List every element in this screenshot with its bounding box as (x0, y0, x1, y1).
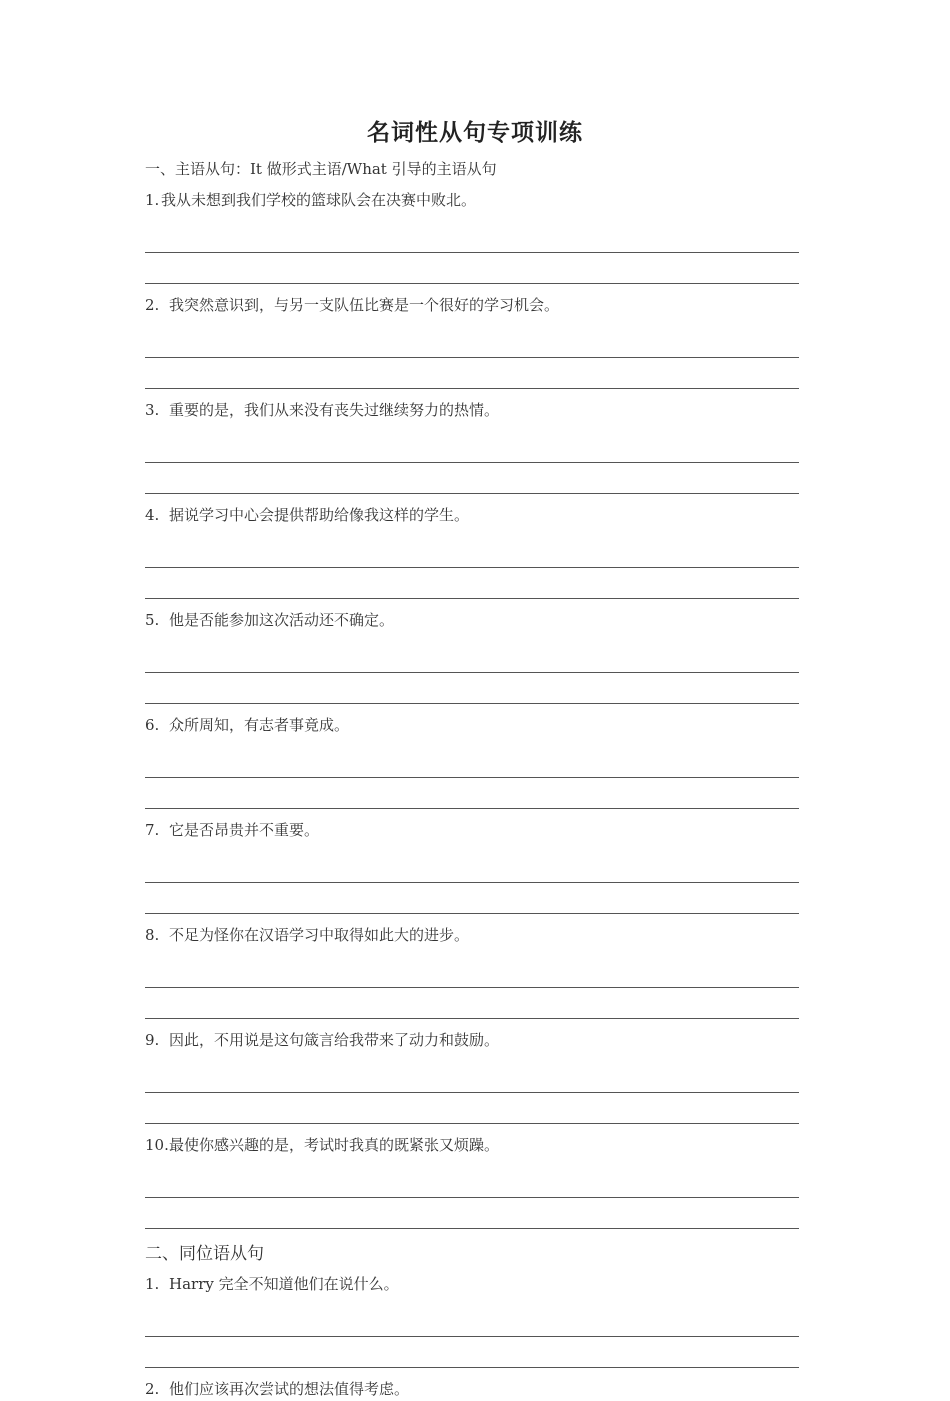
question-text (145, 188, 799, 212)
question-block (145, 398, 799, 494)
answer-line[interactable] (145, 1337, 799, 1368)
question-text (145, 713, 799, 737)
question-prompt: 不足为怪你在汉语学习中取得如此大的进步。 (169, 926, 470, 944)
question-block (145, 1272, 799, 1368)
question-text (145, 1272, 799, 1296)
question-number: 10. (145, 1136, 169, 1154)
question-number: 8. (145, 926, 160, 944)
question-number: 1. (145, 1275, 160, 1293)
answer-line[interactable] (145, 253, 799, 284)
question-prompt: 他们应该再次尝试的想法值得考虑。 (169, 1380, 410, 1398)
answer-line[interactable] (145, 988, 799, 1019)
question-block (145, 503, 799, 599)
question-block (145, 1133, 799, 1229)
question-block (145, 1377, 799, 1401)
question-number: 1. (145, 191, 160, 209)
answer-line[interactable] (145, 317, 799, 358)
question-text (145, 818, 799, 842)
question-prompt: 众所周知，有志者事竟成。 (169, 716, 350, 734)
question-block (145, 608, 799, 704)
question-text (145, 398, 799, 422)
question-text (145, 1028, 799, 1052)
answer-line[interactable] (145, 527, 799, 568)
answer-line[interactable] (145, 737, 799, 778)
answer-line[interactable] (145, 358, 799, 389)
question-block (145, 293, 799, 389)
page-title: 名词性从句专项训练 (367, 119, 583, 146)
question-text (145, 608, 799, 632)
question-text (145, 1133, 799, 1157)
question-number: 7. (145, 821, 160, 839)
question-text (145, 293, 799, 317)
answer-line[interactable] (145, 947, 799, 988)
question-prompt: 最使你感兴趣的是，考试时我真的既紧张又烦躁。 (169, 1136, 500, 1154)
question-number: 3. (145, 401, 160, 419)
question-block (145, 923, 799, 1019)
question-number: 5. (145, 611, 160, 629)
question-prompt: Harry 完全不知道他们在说什么。 (169, 1275, 399, 1293)
question-block (145, 1028, 799, 1124)
question-number: 2. (145, 1380, 160, 1398)
question-prompt: 据说学习中心会提供帮助给像我这样的学生。 (169, 506, 470, 524)
question-number: 9. (145, 1031, 160, 1049)
answer-line[interactable] (145, 673, 799, 704)
answer-line[interactable] (145, 1093, 799, 1124)
question-number: 4. (145, 506, 160, 524)
answer-line[interactable] (145, 842, 799, 883)
question-prompt: 他是否能参加这次活动还不确定。 (169, 611, 395, 629)
answer-line[interactable] (145, 632, 799, 673)
question-number: 2. (145, 296, 160, 314)
question-text (145, 1377, 799, 1401)
answer-line[interactable] (145, 212, 799, 253)
answer-line[interactable] (145, 883, 799, 914)
question-block (145, 818, 799, 914)
answer-line[interactable] (145, 1198, 799, 1229)
question-prompt: 我突然意识到，与另一支队伍比赛是一个很好的学习机会。 (169, 296, 560, 314)
answer-line[interactable] (145, 568, 799, 599)
question-block (145, 188, 799, 284)
question-text (145, 503, 799, 527)
section-heading-subject-clause: 一、主语从句：It 做形式主语/What 引导的主语从句 (145, 160, 497, 178)
answer-line[interactable] (145, 463, 799, 494)
question-number: 6. (145, 716, 160, 734)
section-heading-appositive-clause: 二、同位语从句 (145, 1244, 264, 1264)
question-prompt: 因此，不用说是这句箴言给我带来了动力和鼓励。 (169, 1031, 500, 1049)
answer-line[interactable] (145, 1052, 799, 1093)
question-prompt: 重要的是，我们从来没有丧失过继续努力的热情。 (169, 401, 500, 419)
answer-line[interactable] (145, 1296, 799, 1337)
question-prompt: 我从未想到我们学校的篮球队会在决赛中败北。 (161, 191, 477, 209)
question-text (145, 923, 799, 947)
answer-line[interactable] (145, 1157, 799, 1198)
answer-line[interactable] (145, 778, 799, 809)
answer-line[interactable] (145, 422, 799, 463)
worksheet-content (145, 157, 799, 1401)
question-prompt: 它是否昂贵并不重要。 (169, 821, 320, 839)
question-block (145, 713, 799, 809)
